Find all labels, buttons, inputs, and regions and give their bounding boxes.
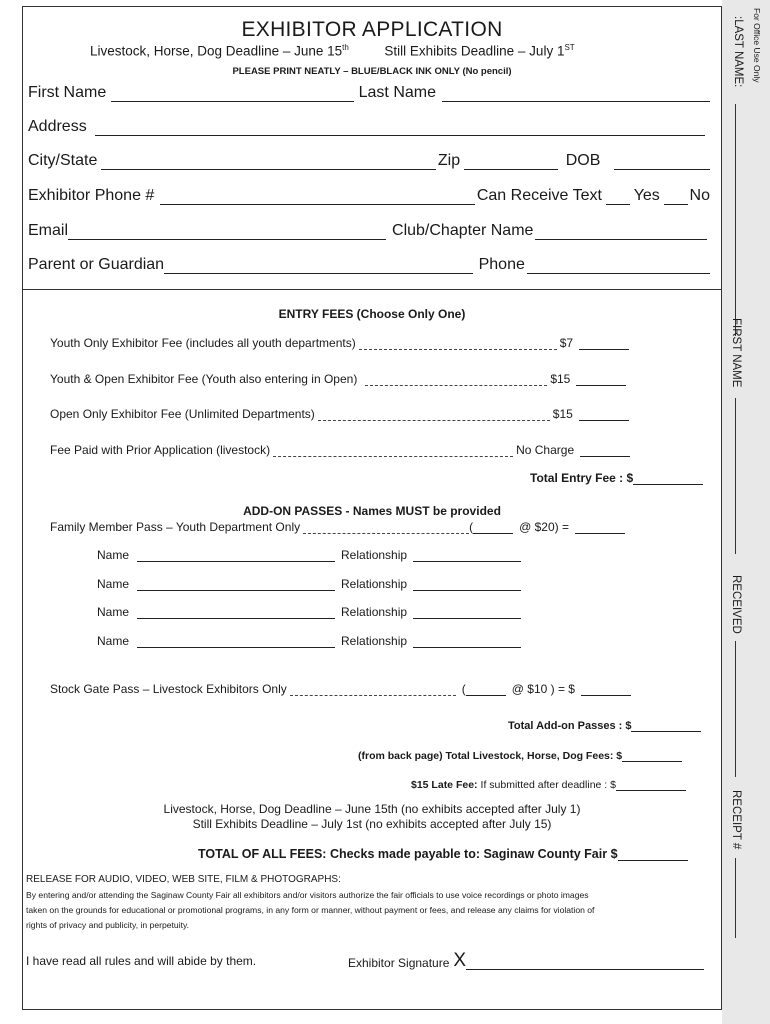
- name-label: Name: [97, 577, 130, 591]
- family-total-field[interactable]: [575, 521, 625, 534]
- email-row: [28, 218, 710, 240]
- open-paren: (: [469, 520, 474, 534]
- phone-field[interactable]: [160, 188, 475, 205]
- parent-label: Parent or Guardian: [28, 256, 165, 273]
- text-yes-field[interactable]: [606, 188, 630, 205]
- fee-amount: $7: [559, 336, 574, 350]
- family-member-row: [97, 603, 521, 619]
- stock-pass-row: [50, 680, 631, 696]
- office-first-name-label: FIRST NAME: [730, 318, 742, 388]
- fee-check-field[interactable]: [579, 408, 629, 421]
- open-paren: (: [461, 682, 466, 696]
- leader-dashes: [318, 412, 550, 421]
- back-page-row: [358, 746, 682, 762]
- relationship-field[interactable]: [413, 635, 521, 648]
- leader-dashes: [303, 525, 469, 534]
- text-no-label: No: [689, 187, 710, 204]
- name-row: [28, 80, 710, 102]
- fee-row-prior: [50, 441, 630, 457]
- city-state-label: City/State: [28, 152, 98, 169]
- email-field[interactable]: [68, 223, 386, 240]
- name-label: Name: [97, 605, 130, 619]
- address-label: Address: [28, 118, 87, 135]
- fee-label: Fee Paid with Prior Application (livestock): [50, 443, 271, 457]
- deadline-still: Still Exhibits Deadline – July 1: [384, 43, 565, 59]
- total-add-on-field[interactable]: [631, 719, 701, 732]
- section-divider: [22, 289, 722, 290]
- relationship-label: Relationship: [341, 548, 408, 562]
- entry-fees-heading: ENTRY FEES (Choose Only One): [278, 307, 466, 321]
- phone-row: [28, 183, 710, 205]
- signature-field[interactable]: [466, 955, 704, 970]
- stock-count-field[interactable]: [466, 683, 506, 696]
- late-fee-field[interactable]: [616, 778, 686, 791]
- zip-label: Zip: [437, 152, 461, 169]
- total-add-on-label: Total Add-on Passes : $: [508, 720, 632, 732]
- release-text-1: By entering and/or attending the Saginaw County Fair all exhibitors and/or visitors authorize the fair officials to use voice recordings or photo images: [26, 890, 589, 900]
- add-on-heading: ADD-ON PASSES - Names MUST be provided: [243, 504, 501, 518]
- first-name-field[interactable]: [111, 85, 353, 102]
- fee-check-field[interactable]: [580, 444, 630, 457]
- total-all-field[interactable]: [618, 847, 688, 861]
- deadline-note-2: Still Exhibits Deadline – July 1st (no exhibits accepted after July 15): [192, 817, 552, 831]
- zip-field[interactable]: [464, 153, 558, 170]
- family-member-row: [97, 546, 521, 562]
- fee-label: Open Only Exhibitor Fee (Unlimited Departments): [50, 407, 315, 421]
- relationship-label: Relationship: [341, 577, 408, 591]
- office-use-label: For Office Use Only: [752, 8, 762, 83]
- deadline-still-sup: ST: [564, 43, 575, 52]
- family-rate: @ $20) =: [519, 520, 569, 534]
- fee-row-open: [50, 405, 629, 421]
- family-count-field[interactable]: [473, 521, 513, 534]
- leader-dashes: [365, 377, 547, 386]
- release-text-2: taken on the grounds for educational or promotional programs, in any form or manner, without payment or fees, and release any claims for violation of: [26, 905, 595, 915]
- dob-label: DOB: [565, 152, 601, 169]
- relationship-label: Relationship: [341, 605, 408, 619]
- stock-total-field[interactable]: [581, 683, 631, 696]
- total-add-on-row: [508, 716, 701, 732]
- deadline-livestock: Livestock, Horse, Dog Deadline – June 15: [90, 43, 343, 59]
- late-fee-note: If submitted after deadline : $: [480, 779, 616, 791]
- email-label: Email: [28, 222, 69, 239]
- parent-phone-field[interactable]: [527, 257, 710, 274]
- office-first-name-field[interactable]: [735, 398, 736, 554]
- club-label: Club/Chapter Name: [392, 222, 534, 239]
- office-last-name-field[interactable]: [735, 104, 736, 336]
- office-receipt-field[interactable]: [735, 858, 736, 938]
- fee-row-youth-open: [50, 370, 626, 386]
- total-entry-fee-label: Total Entry Fee : $: [530, 471, 634, 485]
- signature-row: [348, 950, 704, 970]
- relationship-field[interactable]: [413, 578, 521, 591]
- release-heading: RELEASE FOR AUDIO, VIDEO, WEB SITE, FILM & PHOTOGRAPHS:: [26, 874, 341, 885]
- address-row: [28, 114, 710, 136]
- stock-rate: @ $10 ) = $: [511, 682, 575, 696]
- total-all-row: [198, 845, 688, 861]
- fee-row-youth: [50, 334, 629, 350]
- leader-dashes: [359, 341, 557, 350]
- last-name-field[interactable]: [442, 85, 710, 102]
- first-name-label: First Name: [28, 84, 107, 101]
- family-pass-row: [50, 518, 625, 534]
- deadline-livestock-sup: th: [342, 43, 349, 52]
- office-received-field[interactable]: [735, 641, 736, 777]
- name-label: Name: [97, 634, 130, 648]
- member-name-field[interactable]: [137, 635, 335, 648]
- last-name-label: Last Name: [358, 84, 436, 101]
- fee-amount: $15: [552, 407, 573, 421]
- deadline-note-1: Livestock, Horse, Dog Deadline – June 15th (no exhibits accepted after July 1): [163, 802, 581, 816]
- fee-check-field[interactable]: [579, 337, 629, 350]
- total-entry-fee-field[interactable]: [633, 472, 703, 485]
- family-member-row: [97, 632, 521, 648]
- text-label: Can Receive Text: [476, 187, 602, 204]
- stock-pass-label: Stock Gate Pass – Livestock Exhibitors Only: [50, 682, 287, 696]
- family-pass-label: Family Member Pass – Youth Department Only: [50, 520, 301, 534]
- phone-label: Exhibitor Phone #: [28, 187, 155, 204]
- member-name-field[interactable]: [137, 606, 335, 619]
- total-entry-fee-row: [530, 469, 703, 485]
- deadline-subtitle: [90, 43, 575, 59]
- family-member-row: [97, 575, 521, 591]
- office-receipt-label: RECEIPT #: [730, 790, 742, 850]
- relationship-field[interactable]: [413, 606, 521, 619]
- back-page-field[interactable]: [622, 749, 682, 762]
- text-no-field[interactable]: [664, 188, 688, 205]
- relationship-field[interactable]: [413, 549, 521, 562]
- office-use-sidebar: [722, 0, 770, 1024]
- parent-phone-label: Phone: [478, 256, 525, 273]
- address-field[interactable]: [95, 119, 705, 136]
- text-yes-label: Yes: [633, 187, 660, 204]
- fee-label: Youth Only Exhibitor Fee (includes all youth departments): [50, 336, 356, 350]
- leader-dashes: [273, 448, 513, 457]
- name-label: Name: [97, 548, 130, 562]
- back-page-label: (from back page) Total Livestock, Horse, Dog Fees: $: [358, 750, 623, 762]
- dob-field[interactable]: [614, 153, 710, 170]
- leader-dashes: [290, 687, 456, 696]
- relationship-label: Relationship: [341, 634, 408, 648]
- club-field[interactable]: [535, 223, 707, 240]
- parent-field[interactable]: [164, 257, 473, 274]
- read-rules-text: I have read all rules and will abide by them.: [26, 954, 257, 968]
- fee-amount: $15: [550, 372, 571, 386]
- member-name-field[interactable]: [137, 549, 335, 562]
- parent-row: [28, 252, 710, 274]
- total-all-label: TOTAL OF ALL FEES: Checks made payable to: Saginaw County Fair $: [198, 847, 618, 861]
- city-state-field[interactable]: [101, 153, 436, 170]
- office-received-label: RECEIVED: [730, 575, 742, 634]
- signature-x-mark: X: [453, 950, 467, 971]
- fee-label: Youth & Open Exhibitor Fee (Youth also entering in Open): [50, 372, 358, 386]
- release-text-3: rights of privacy and publicity, in perpetuity.: [26, 920, 190, 930]
- city-row: [28, 148, 710, 170]
- fee-check-field[interactable]: [576, 373, 626, 386]
- late-fee-row: [411, 775, 686, 791]
- office-last-name-label: :LAST NAME:: [732, 16, 744, 88]
- fee-amount: No Charge: [516, 443, 575, 457]
- print-note: PLEASE PRINT NEATLY – BLUE/BLACK INK ONLY (No pencil): [232, 66, 512, 77]
- page-title: EXHIBITOR APPLICATION: [241, 18, 503, 41]
- member-name-field[interactable]: [137, 578, 335, 591]
- late-fee-label: $15 Late Fee:: [411, 779, 478, 791]
- signature-label: Exhibitor Signature: [348, 956, 450, 970]
